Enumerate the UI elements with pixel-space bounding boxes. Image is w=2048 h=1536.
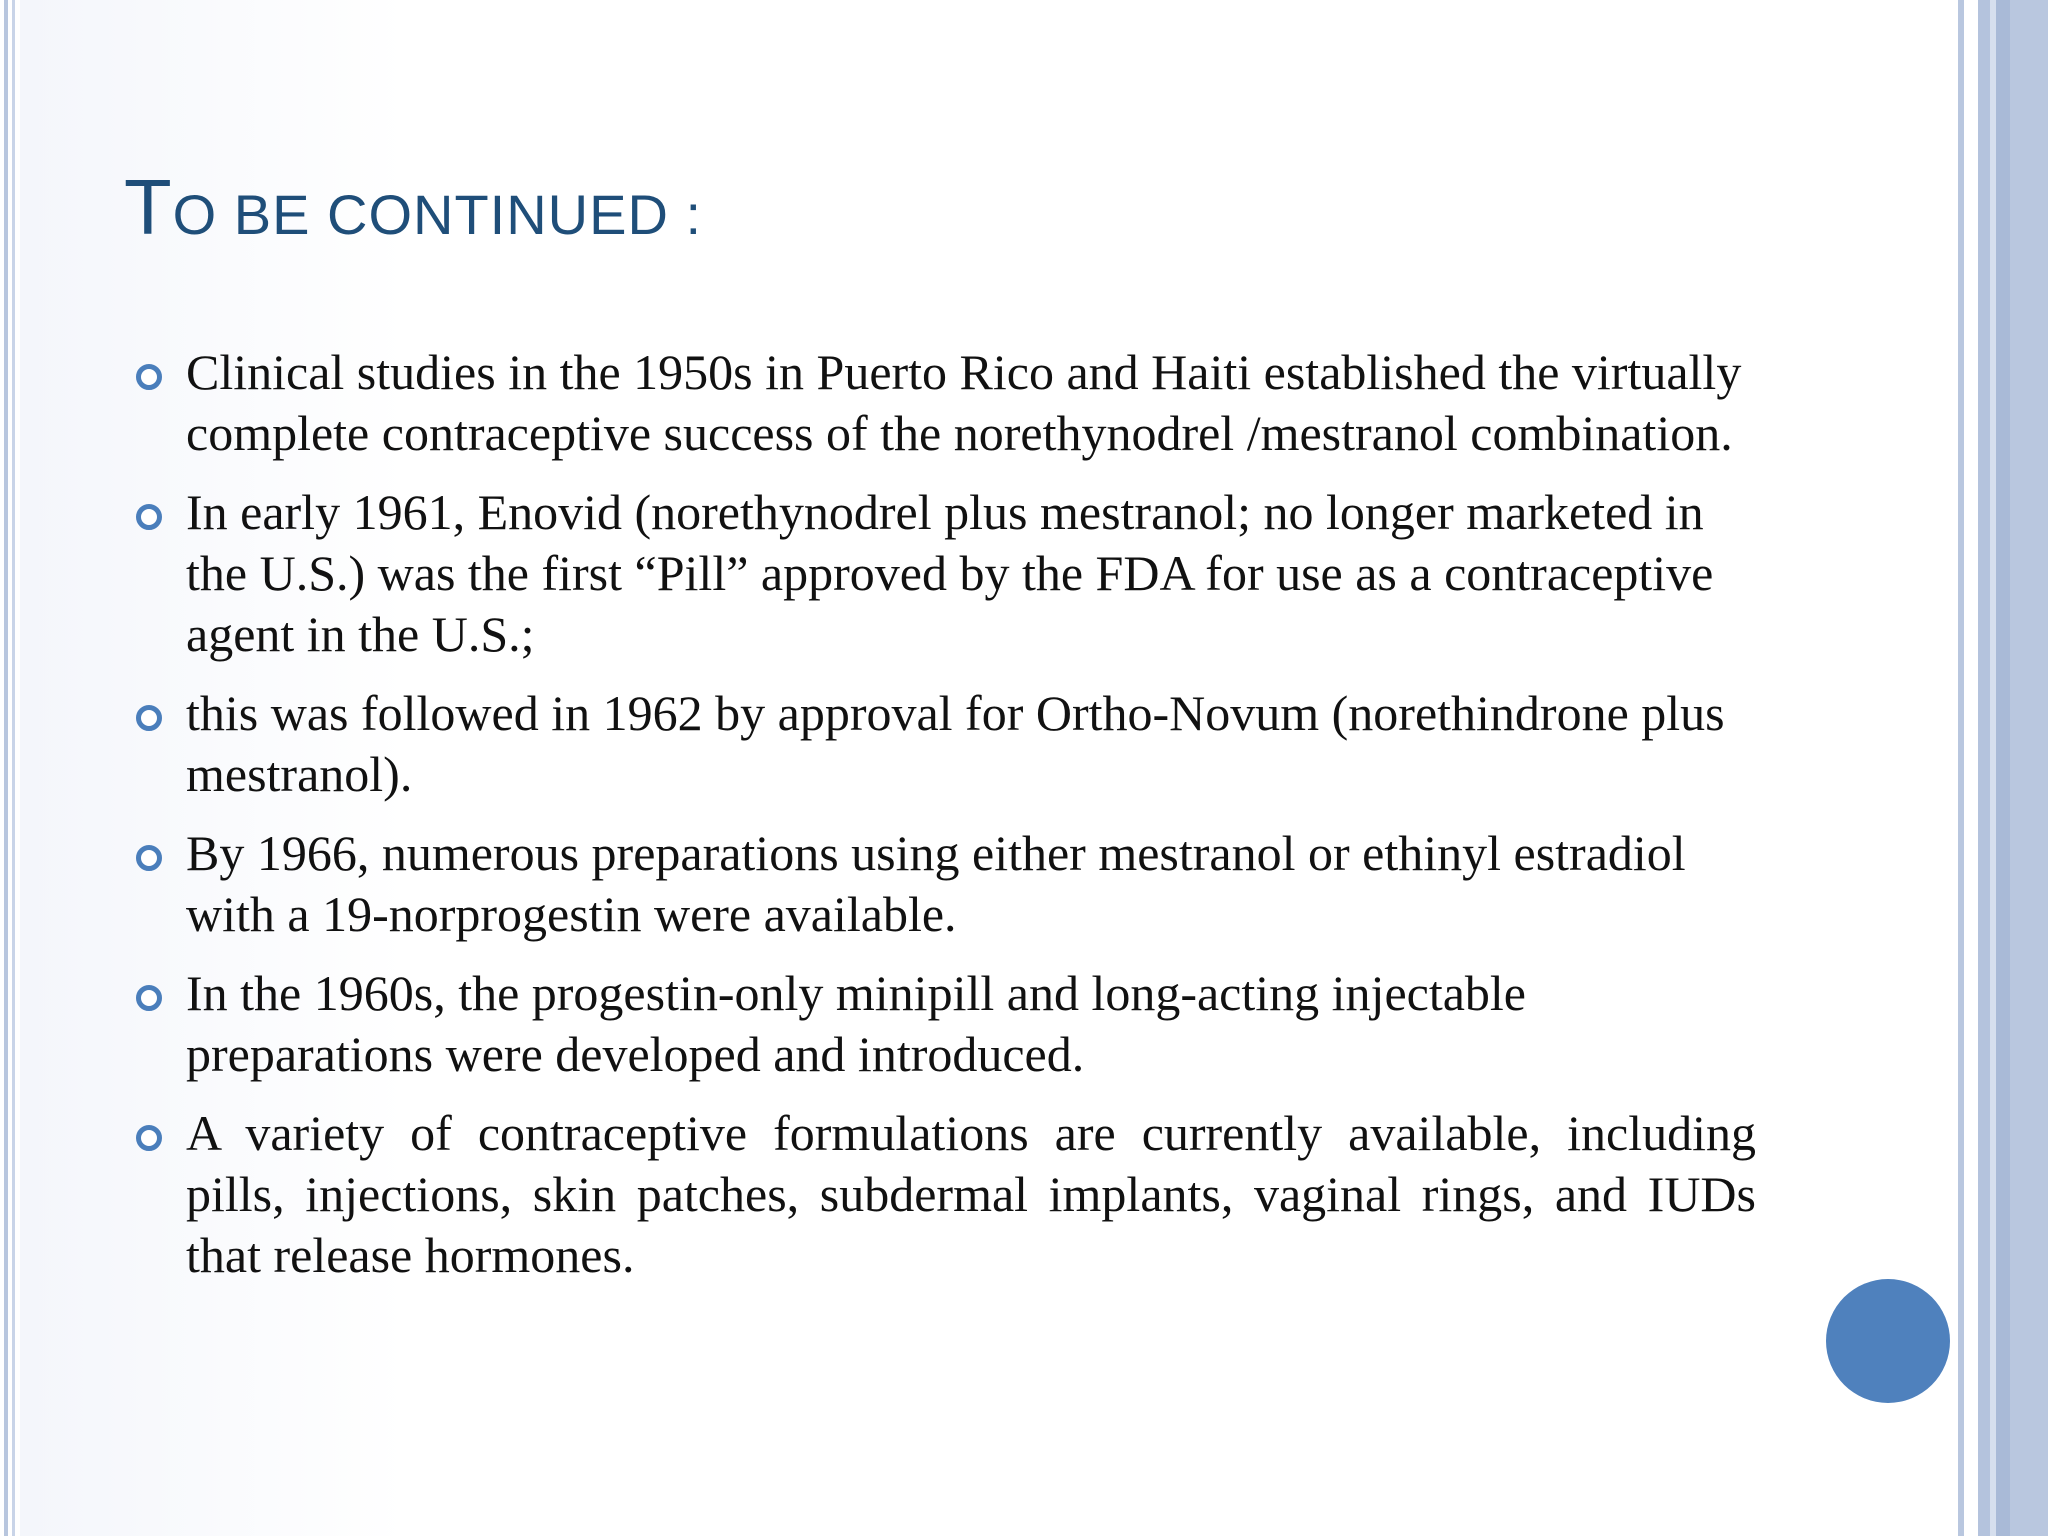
right-border-stripe [2010, 0, 2048, 1536]
bullet-text: Clinical studies in the 1950s in Puerto Rico and Haiti established the virtually complete contraceptive success of the norethynodrel /mestranol combination. [186, 344, 1742, 461]
bullet-icon [136, 504, 162, 530]
right-border-gap [1968, 0, 1978, 1536]
bullet-icon [136, 845, 162, 871]
list-item [136, 1103, 1756, 1286]
right-border-stripe [1958, 0, 1964, 1536]
bullet-icon [136, 364, 162, 390]
title-rest: O BE CONTINUED : [172, 183, 703, 246]
right-border-stripe [1978, 0, 1990, 1536]
bullet-list [136, 342, 1756, 1304]
title-initial: T [124, 163, 173, 251]
list-item [136, 963, 1756, 1085]
decorative-circle [1826, 1279, 1950, 1403]
list-item [136, 823, 1756, 945]
list-item [136, 683, 1756, 805]
bullet-text: In early 1961, Enovid (norethynodrel plus mestranol; no longer marketed in the U.S.) was the first “Pill” approved by the FDA for use as a contraceptive agent in the U.S.; [186, 484, 1714, 662]
list-item [136, 482, 1756, 665]
bullet-text: By 1966, numerous preparations using either mestranol or ethinyl estradiol with a 19-norprogestin were available. [186, 825, 1686, 942]
bullet-text: A variety of contraceptive formulations are currently available, including pills, injections, skin patches, subdermal implants, vaginal rings, and IUDs that release hormones. [186, 1105, 1756, 1283]
left-border-line [4, 0, 8, 1536]
bullet-icon [136, 985, 162, 1011]
right-border-stripe [1996, 0, 2010, 1536]
bullet-text: In the 1960s, the progestin-only minipill and long-acting injectable preparations were developed and introduced. [186, 965, 1526, 1082]
left-border-line-inner [12, 0, 15, 1536]
bullet-icon [136, 705, 162, 731]
slide-title [124, 162, 702, 253]
bullet-text: this was followed in 1962 by approval for Ortho-Novum (norethindrone plus mestranol). [186, 685, 1725, 802]
bullet-icon [136, 1125, 162, 1151]
list-item [136, 342, 1756, 464]
